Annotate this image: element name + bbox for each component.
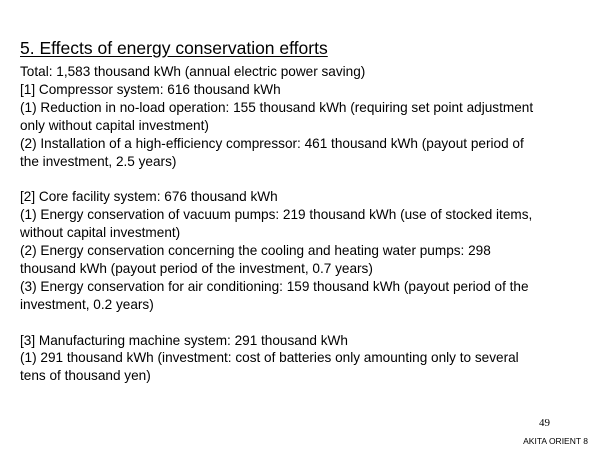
- slide-body: [20, 63, 588, 385]
- section-spacer: [20, 170, 588, 188]
- core-item-2-line-1: (2) Energy conservation concerning the cooling and heating water pumps: 298: [20, 243, 491, 259]
- page-number: 49: [539, 417, 550, 429]
- core-facility-heading: [2] Core facility system: 676 thousand kWh: [20, 189, 278, 205]
- core-item-1-line-2: without capital investment): [20, 225, 181, 241]
- compressor-item-1-line-1: (1) Reduction in no-load operation: 155 thousand kWh (requiring set point adjustment: [20, 99, 534, 115]
- slide-title: 5. Effects of energy conservation efforts: [20, 38, 328, 58]
- compressor-item-1-line-2: only without capital investment): [20, 117, 209, 133]
- core-item-3-line-1: (3) Energy conservation for air conditioning: 159 thousand kWh (payout period of the: [20, 278, 529, 294]
- total-savings-line: Total: 1,583 thousand kWh (annual electric power saving): [20, 64, 366, 79]
- core-item-3-line-2: investment, 0.2 years): [20, 296, 154, 312]
- footer-label: AKITA ORIENT 8: [523, 436, 588, 446]
- manufacturing-item-1-line-1: (1) 291 thousand kWh (investment: cost of batteries only amounting only to several: [20, 350, 519, 366]
- core-item-1-line-1: (1) Energy conservation of vacuum pumps: 219 thousand kWh (use of stocked items,: [20, 207, 533, 223]
- section-spacer: [20, 314, 588, 332]
- manufacturing-heading: [3] Manufacturing machine system: 291 thousand kWh: [20, 332, 348, 348]
- compressor-system-heading: [1] Compressor system: 616 thousand kWh: [20, 81, 281, 97]
- compressor-item-2-line-1: (2) Installation of a high-efficiency compressor: 461 thousand kWh (payout period of: [20, 135, 524, 151]
- manufacturing-item-1-line-2: tens of thousand yen): [20, 368, 151, 384]
- core-item-2-line-2: thousand kWh (payout period of the investment, 0.7 years): [20, 260, 373, 276]
- compressor-item-2-line-2: the investment, 2.5 years): [20, 153, 177, 169]
